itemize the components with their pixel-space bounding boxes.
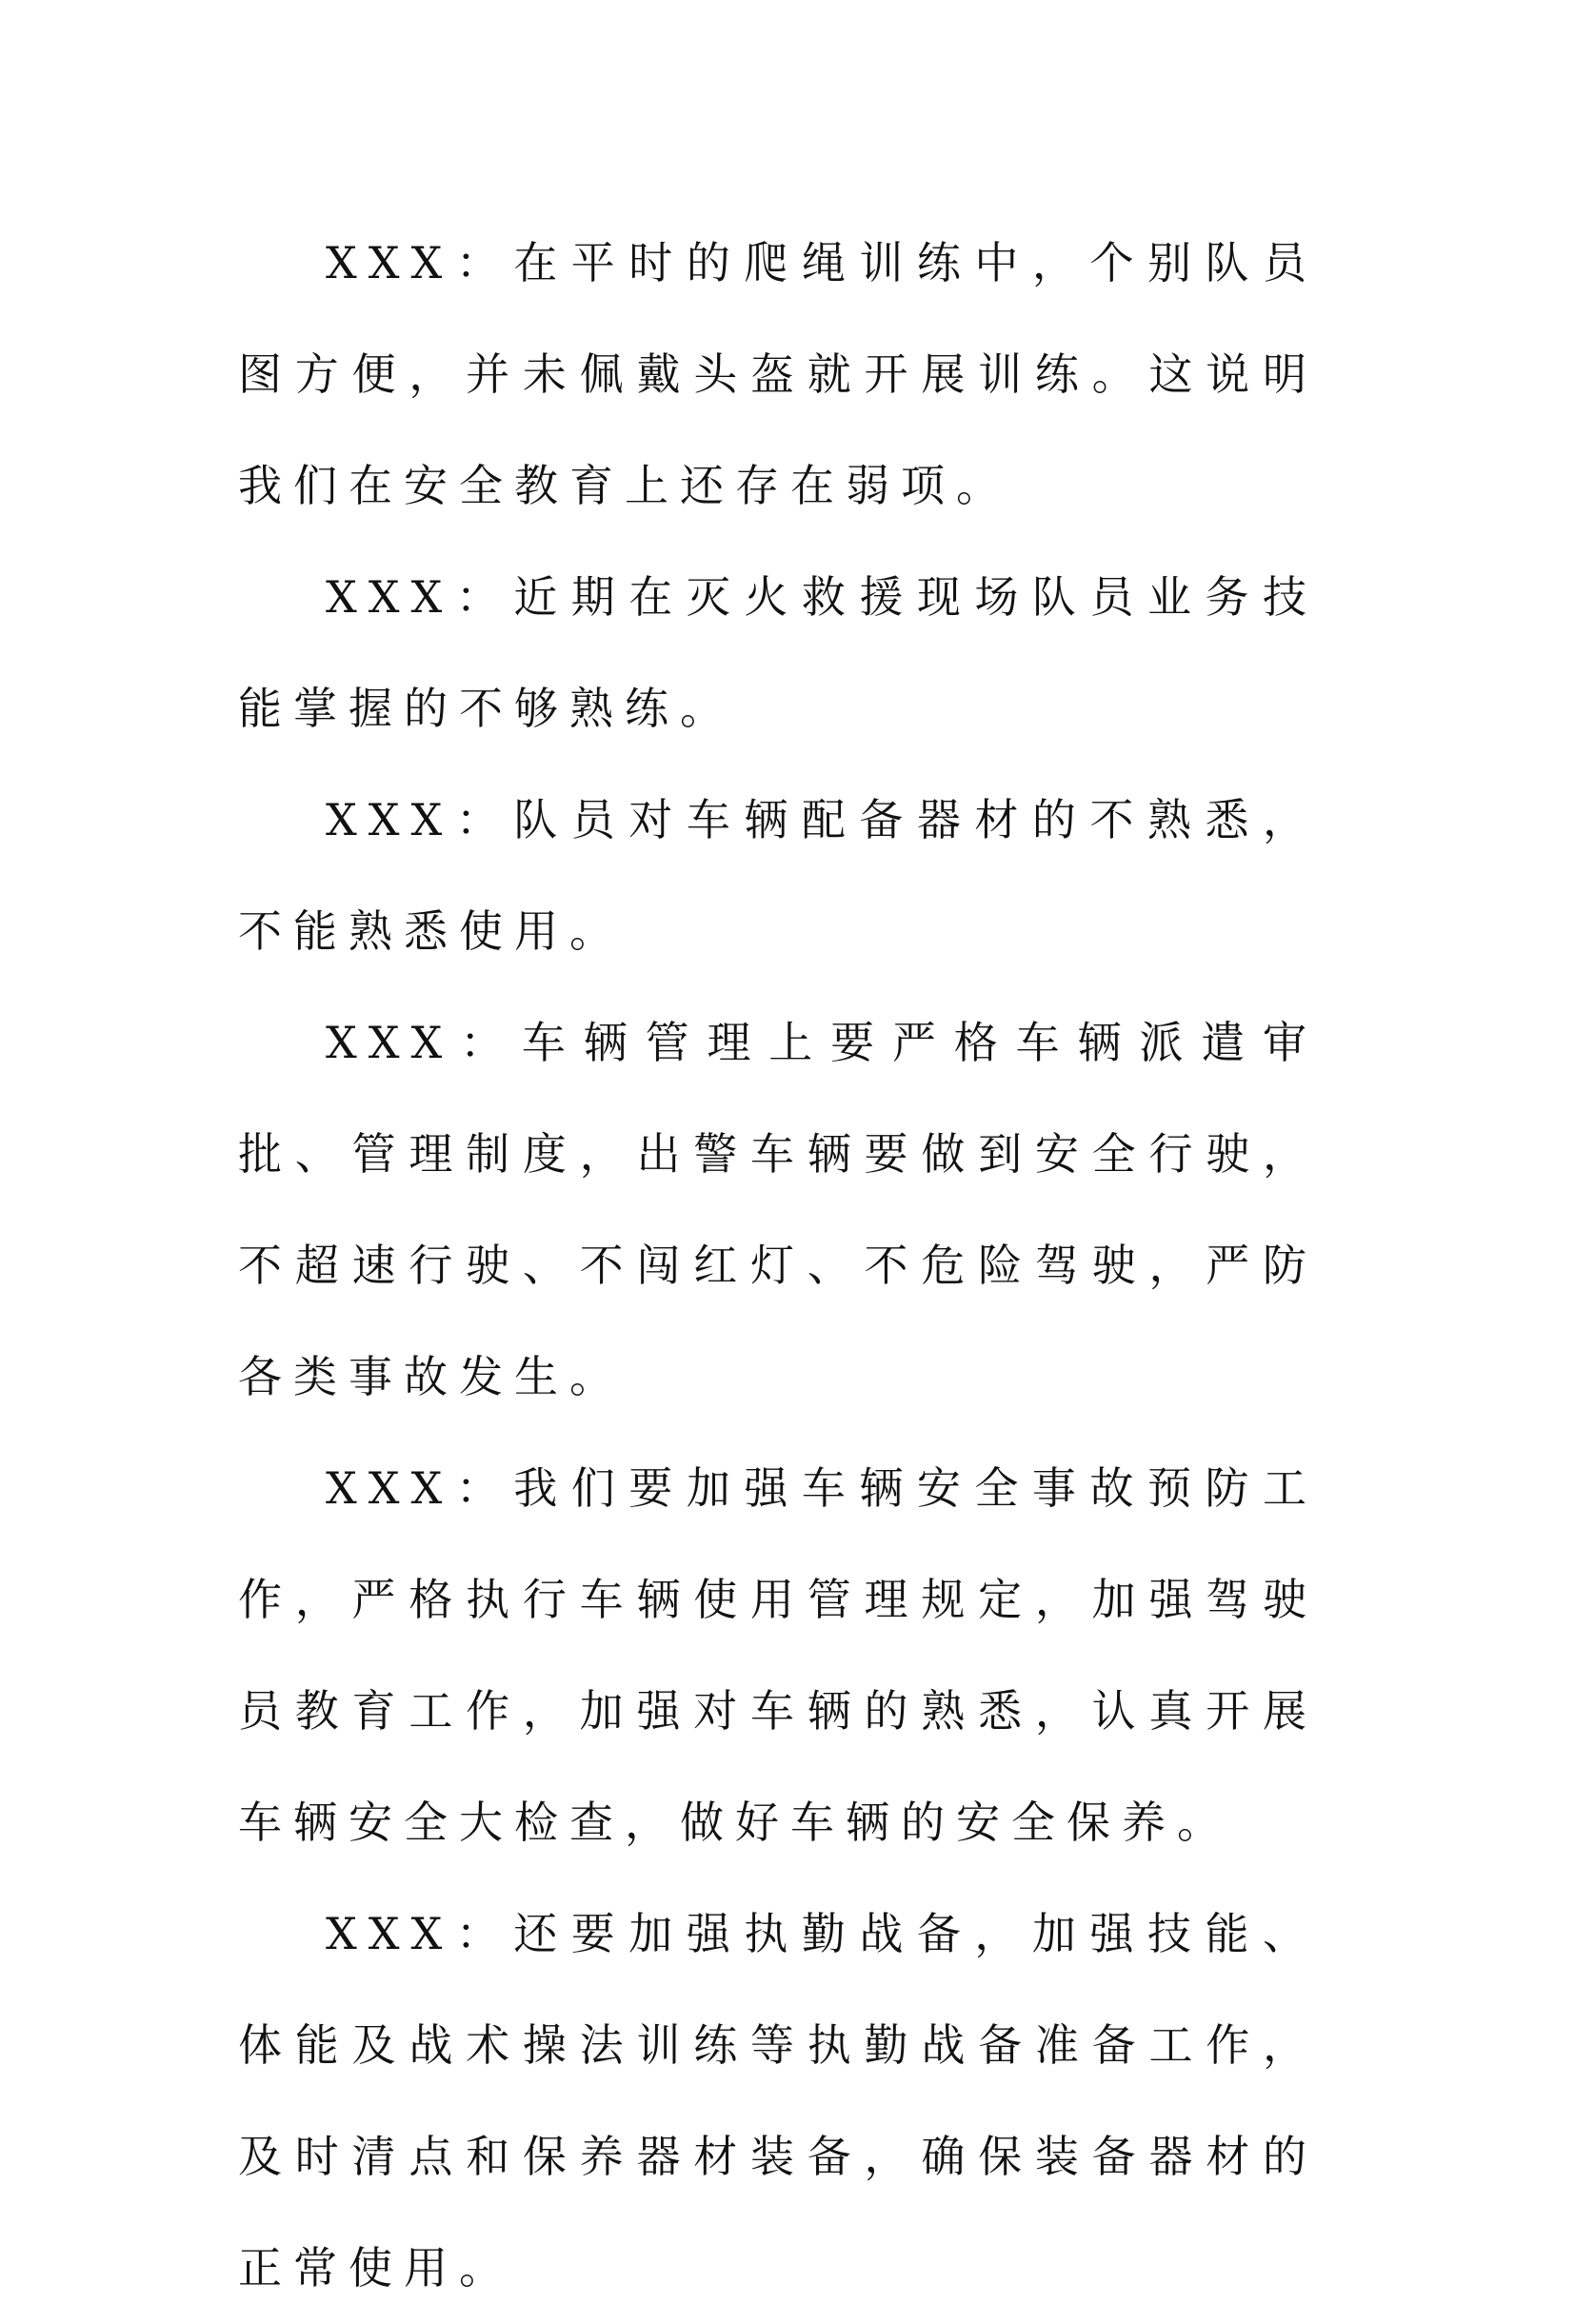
paragraph-5: XXX：我们要加强车辆安全事故预防工作，严格执行车辆使用管理规定，加强驾驶员教育工作，加强对车辆的熟悉，认真开展车辆安全大检查，做好车辆的安全保养。 <box>238 1462 1318 1848</box>
paragraph-4: XXX：车辆管理上要严格车辆派遣审批、管理制度，出警车辆要做到安全行驶，不超速行驶、不闯红灯、不危险驾驶，严防各类事故发生。 <box>238 1017 1318 1402</box>
paragraph-6: XXX：还要加强执勤战备，加强技能、体能及战术操法训练等执勤战备准备工作，及时清点和保养器材装备，确保装备器材的正常使用。 <box>238 1908 1318 2294</box>
paragraph-2: XXX：近期在灭火救援现场队员业务技能掌握的不够熟练。 <box>238 571 1318 734</box>
paragraph-1: XXX：在平时的爬绳训练中，个别队员图方便，并未佩戴头盔就开展训练。这说明我们在安全教育上还存在弱项。 <box>238 237 1318 511</box>
paragraph-3: XXX：队员对车辆配备器材的不熟悉，不能熟悉使用。 <box>238 794 1318 957</box>
document-body <box>238 208 1318 2324</box>
